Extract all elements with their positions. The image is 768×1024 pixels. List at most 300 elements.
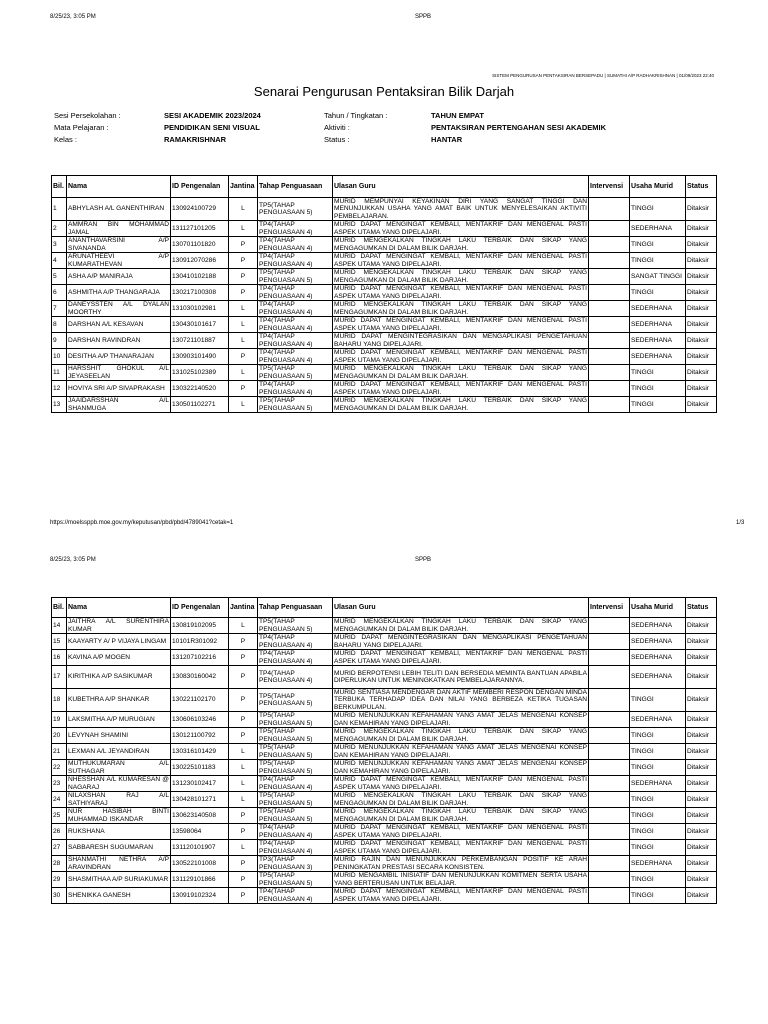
cell-jantina: L xyxy=(229,792,258,808)
cell-tahap: TP5(TAHAP PENGUASAAN 5) xyxy=(258,808,333,824)
cell-jantina: L xyxy=(229,365,258,381)
kelas-label: Kelas : xyxy=(54,135,77,144)
cell-jantina: P xyxy=(229,285,258,301)
cell-usaha: SEDERHANA xyxy=(630,776,686,792)
cell-nama: DESITHA A/P THANARAJAN xyxy=(67,349,171,365)
cell-status: Ditaksir xyxy=(686,872,717,888)
cell-ulasan: MURID DAPAT MENGINTEGRASIKAN DAN MENGAPLIKASI PENGETAHUAN BAHARU YANG DIPELAJARI. xyxy=(334,634,587,649)
cell-status: Ditaksir xyxy=(686,365,717,381)
cell-nama: ARUNATHEEVI A/P KUMARATHEVAN xyxy=(68,253,169,268)
cell-status: Ditaksir xyxy=(686,349,717,365)
cell-jantina: L xyxy=(229,397,258,413)
cell-ulasan: MURID DAPAT MENGINGAT KEMBALI, MENTAKRIF DAN MENGENAL PASTI ASPEK UTAMA YANG DIPELAJARI. xyxy=(334,650,587,665)
cell-tahap: TP4(TAHAP PENGUASAAN 4) xyxy=(258,253,333,269)
cell-id-pengenalan: 130912070286 xyxy=(171,253,229,269)
cell-usaha: SANGAT TINGGI xyxy=(630,269,686,285)
cell-intervensi xyxy=(589,397,630,413)
cell-bil: 4 xyxy=(52,253,67,269)
cell-intervensi xyxy=(589,744,630,760)
cell-bil: 5 xyxy=(52,269,67,285)
cell-jantina: P xyxy=(229,381,258,397)
cell-jantina: L xyxy=(229,301,258,317)
cell-status: Ditaksir xyxy=(686,808,717,824)
table-row xyxy=(52,269,717,285)
cell-tahap: TP4(TAHAP PENGUASAAN 4) xyxy=(258,824,333,840)
cell-tahap: TP4(TAHAP PENGUASAAN 4) xyxy=(258,650,333,666)
cell-status: Ditaksir xyxy=(686,397,717,413)
cell-usaha: TINGGI xyxy=(630,365,686,381)
cell-intervensi xyxy=(589,317,630,333)
cell-ulasan: MURID MENGEKALKAN TINGKAH LAKU TERBAIK DAN SIKAP YANG MENGAGUMKAN DI DALAM BILIK DARJAH. xyxy=(334,618,587,633)
cell-intervensi xyxy=(589,221,630,237)
cell-status: Ditaksir xyxy=(686,634,717,650)
table-row xyxy=(52,872,717,888)
cell-bil: 14 xyxy=(52,618,67,634)
cell-intervensi xyxy=(589,381,630,397)
cell-nama: KAAYARTY A/ P VIJAYA LINGAM xyxy=(67,634,171,650)
cell-bil: 2 xyxy=(52,221,67,237)
sesi-value: SESI AKADEMIK 2023/2024 xyxy=(164,111,261,120)
cell-status: Ditaksir xyxy=(686,666,717,689)
cell-tahap: TP4(TAHAP PENGUASAAN 4) xyxy=(258,888,333,904)
cell-status: Ditaksir xyxy=(686,317,717,333)
cell-jantina: P xyxy=(229,634,258,650)
table-row xyxy=(52,650,717,666)
table-row xyxy=(52,349,717,365)
cell-id-pengenalan: 130501102271 xyxy=(171,397,229,413)
cell-bil: 23 xyxy=(52,776,67,792)
col-id-pengenalan-header: ID Pengenalan xyxy=(171,598,229,618)
cell-nama: ASHMITHA A/P THANGARAJA xyxy=(67,285,171,301)
cell-tahap: TP5(TAHAP PENGUASAAN 5) xyxy=(258,618,333,634)
table-row xyxy=(52,776,717,792)
cell-bil: 28 xyxy=(52,856,67,872)
cell-bil: 6 xyxy=(52,285,67,301)
cell-tahap: TP4(TAHAP PENGUASAAN 4) xyxy=(258,776,333,792)
cell-usaha: TINGGI xyxy=(630,792,686,808)
cell-usaha: TINGGI xyxy=(630,728,686,744)
col-tahap-header: Tahap Penguasaan xyxy=(258,176,333,198)
col-nama-header: Nama xyxy=(67,598,171,618)
cell-jantina: L xyxy=(229,776,258,792)
cell-intervensi xyxy=(589,269,630,285)
cell-id-pengenalan: 130721101887 xyxy=(171,333,229,349)
cell-status: Ditaksir xyxy=(686,253,717,269)
cell-nama: SHANMATHI NETHRA A/P ARAVINDRAN xyxy=(68,856,169,871)
cell-ulasan: MURID MENGEKALKAN TINGKAH LAKU TERBAIK DAN SIKAP YANG MENGAGUMKAN DI DALAM BILIK DARJAH. xyxy=(334,269,587,284)
aktiviti-label: Aktiviti : xyxy=(324,123,350,132)
cell-usaha: SEDERHANA xyxy=(630,666,686,689)
cell-tahap: TP4(TAHAP PENGUASAAN 4) xyxy=(258,840,333,856)
table-row xyxy=(52,198,717,221)
cell-nama: ABHYLASH A/L GANENTHIRAN xyxy=(67,198,171,221)
cell-intervensi xyxy=(589,872,630,888)
col-intervensi-header: Intervensi xyxy=(589,176,630,198)
cell-tahap: TP5(TAHAP PENGUASAAN 5) xyxy=(258,689,333,712)
cell-usaha: TINGGI xyxy=(630,381,686,397)
cell-bil: 7 xyxy=(52,301,67,317)
cell-bil: 16 xyxy=(52,650,67,666)
cell-id-pengenalan: 130428101271 xyxy=(171,792,229,808)
cell-status: Ditaksir xyxy=(686,381,717,397)
kelas-value: RAMAKRISHNAR xyxy=(164,135,227,144)
cell-bil: 15 xyxy=(52,634,67,650)
cell-id-pengenalan: 131230102417 xyxy=(171,776,229,792)
cell-intervensi xyxy=(589,856,630,872)
cell-ulasan: MURID DAPAT MENGINGAT KEMBALI, MENTAKRIF DAN MENGENAL PASTI ASPEK UTAMA YANG DIPELAJARI. xyxy=(334,221,587,236)
cell-nama: HOVIYA SRI A/P SIVAPRAKASH xyxy=(67,381,171,397)
cell-status: Ditaksir xyxy=(686,689,717,712)
cell-tahap: TP5(TAHAP PENGUASAAN 5) xyxy=(258,712,333,728)
cell-tahap: TP4(TAHAP PENGUASAAN 4) xyxy=(258,221,333,237)
cell-jantina: P xyxy=(229,824,258,840)
cell-intervensi xyxy=(589,333,630,349)
cell-bil: 21 xyxy=(52,744,67,760)
table-header-row xyxy=(52,598,717,618)
cell-ulasan: MURID MEMPUNYAI KEYAKINAN DIRI YANG SANGAT TINGGI DAN MENUNJUKKAN USAHA YANG AMAT BAIK UNTUK MENYELESAIKAN AKTIVITI PEMBELAJARAN. xyxy=(334,198,587,220)
cell-jantina: P xyxy=(229,888,258,904)
cell-ulasan: MURID RAJIN DAN MENUNJUKKAN PERKEMBANGAN POSITIF KE ARAH PENINGKATAN PRESTASI SECARA KONSISTEN. xyxy=(334,856,587,871)
cell-status: Ditaksir xyxy=(686,712,717,728)
cell-ulasan: MURID MENGEKALKAN TINGKAH LAKU TERBAIK DAN SIKAP YANG MENGAGUMKAN DI DALAM BILIK DARJAH. xyxy=(334,301,587,316)
cell-ulasan: MURID DAPAT MENGINGAT KEMBALI, MENTAKRIF DAN MENGENAL PASTI ASPEK UTAMA YANG DIPELAJARI. xyxy=(334,317,587,332)
cell-bil: 18 xyxy=(52,689,67,712)
cell-intervensi xyxy=(589,760,630,776)
cell-intervensi xyxy=(589,712,630,728)
cell-intervensi xyxy=(589,776,630,792)
tahun-label: Tahun / Tingkatan : xyxy=(324,111,388,120)
cell-bil: 29 xyxy=(52,872,67,888)
cell-bil: 11 xyxy=(52,365,67,381)
cell-intervensi xyxy=(589,285,630,301)
cell-intervensi xyxy=(589,792,630,808)
cell-nama: KUBETHRA A/P SHANKAR xyxy=(67,689,171,712)
cell-tahap: TP5(TAHAP PENGUASAAN 5) xyxy=(258,872,333,888)
cell-tahap: TP5(TAHAP PENGUASAAN 5) xyxy=(258,744,333,760)
cell-tahap: TP4(TAHAP PENGUASAAN 4) xyxy=(258,666,333,689)
cell-usaha: TINGGI xyxy=(630,760,686,776)
table-header-row xyxy=(52,176,717,198)
cell-status: Ditaksir xyxy=(686,856,717,872)
cell-id-pengenalan: 130121100792 xyxy=(171,728,229,744)
cell-ulasan: MURID MENGAMBIL INISIATIF DAN MENUNJUKKAN KOMITMEN SERTA USAHA YANG BERTERUSAN UNTUK BELAJAR. xyxy=(334,872,587,887)
cell-jantina: P xyxy=(229,712,258,728)
cell-jantina: P xyxy=(229,269,258,285)
cell-ulasan: MURID DAPAT MENGINTEGRASIKAN DAN MENGAPLIKASI PENGETAHUAN BAHARU YANG DIPELAJARI. xyxy=(334,333,587,348)
cell-usaha: TINGGI xyxy=(630,253,686,269)
col-usaha-header: Usaha Murid xyxy=(630,598,686,618)
table-row xyxy=(52,712,717,728)
cell-bil: 30 xyxy=(52,888,67,904)
cell-nama: AMMRAN BIN MOHAMMAD JAMAL xyxy=(68,221,169,236)
cell-usaha: TINGGI xyxy=(630,397,686,413)
col-nama-header: Nama xyxy=(67,176,171,198)
cell-ulasan: MURID MENGEKALKAN TINGKAH LAKU TERBAIK DAN SIKAP YANG MENGAGUMKAN DI DALAM BILIK DARJAH. xyxy=(334,728,587,743)
cell-tahap: TP5(TAHAP PENGUASAAN 5) xyxy=(258,728,333,744)
cell-status: Ditaksir xyxy=(686,728,717,744)
cell-usaha: SEDERHANA xyxy=(630,349,686,365)
table-row xyxy=(52,728,717,744)
cell-intervensi xyxy=(589,198,630,221)
cell-usaha: TINGGI xyxy=(630,888,686,904)
cell-id-pengenalan: 130430101617 xyxy=(171,317,229,333)
cell-bil: 17 xyxy=(52,666,67,689)
cell-jantina: P xyxy=(229,666,258,689)
cell-jantina: P xyxy=(229,856,258,872)
cell-jantina: P xyxy=(229,689,258,712)
cell-tahap: TP5(TAHAP PENGUASAAN 5) xyxy=(258,397,333,413)
cell-tahap: TP4(TAHAP PENGUASAAN 4) xyxy=(258,333,333,349)
cell-intervensi xyxy=(589,253,630,269)
cell-bil: 24 xyxy=(52,792,67,808)
cell-bil: 10 xyxy=(52,349,67,365)
table-row xyxy=(52,237,717,253)
col-ulasan-header: Ulasan Guru xyxy=(333,176,589,198)
cell-tahap: TP4(TAHAP PENGUASAAN 4) xyxy=(258,349,333,365)
sesi-label: Sesi Persekolahan : xyxy=(54,111,121,120)
cell-intervensi xyxy=(589,824,630,840)
cell-id-pengenalan: 130322140520 xyxy=(171,381,229,397)
cell-jantina: L xyxy=(229,744,258,760)
cell-id-pengenalan: 130225101183 xyxy=(171,760,229,776)
table-row xyxy=(52,333,717,349)
status-value: HANTAR xyxy=(431,135,463,144)
col-jantina-header: Jantina xyxy=(229,598,258,618)
meta-left xyxy=(54,110,261,146)
cell-tahap: TP4(TAHAP PENGUASAAN 4) xyxy=(258,634,333,650)
cell-status: Ditaksir xyxy=(686,301,717,317)
cell-nama: NUR HASIBAH BINTI MUHAMMAD ISKANDAR xyxy=(68,808,169,823)
cell-id-pengenalan: 130919102324 xyxy=(171,888,229,904)
cell-jantina: P xyxy=(229,872,258,888)
cell-intervensi xyxy=(589,237,630,253)
cell-id-pengenalan: 130701101820 xyxy=(171,237,229,253)
aktiviti-value: PENTAKSIRAN PERTENGAHAN SESI AKADEMIK xyxy=(431,123,607,132)
cell-id-pengenalan: 130903101490 xyxy=(171,349,229,365)
cell-usaha: TINGGI xyxy=(630,744,686,760)
cell-tahap: TP5(TAHAP PENGUASAAN 5) xyxy=(258,365,333,381)
cell-usaha: TINGGI xyxy=(630,285,686,301)
cell-nama: JAITHRA A/L SURENTHIRA KUMAR xyxy=(68,618,169,633)
cell-bil: 12 xyxy=(52,381,67,397)
table-row xyxy=(52,397,717,413)
col-usaha-header: Usaha Murid xyxy=(630,176,686,198)
cell-nama: HARSSHIT GHOKUL A/L JEYASEELAN xyxy=(68,365,169,380)
cell-usaha: TINGGI xyxy=(630,237,686,253)
cell-id-pengenalan: 130830160042 xyxy=(171,666,229,689)
cell-status: Ditaksir xyxy=(686,237,717,253)
cell-intervensi xyxy=(589,301,630,317)
system-info-line: SISTEM PENGURUSAN PENTAKSIRAN BERSEPADU | SUMATHI A/P RADHAKRISHNAN | 01/09/2023 22:40 xyxy=(492,73,714,78)
cell-tahap: TP4(TAHAP PENGUASAAN 4) xyxy=(258,317,333,333)
cell-nama: NILAXSHAN RAJ A/L SATHIYARAJ xyxy=(68,792,169,807)
col-jantina-header: Jantina xyxy=(229,176,258,198)
cell-status: Ditaksir xyxy=(686,285,717,301)
cell-ulasan: MURID SENTIASA MENDENGAR DAN AKTIF MEMBERI RESPON DENGAN MINDA TERBUKA TERHADAP IDEA DAN NILAI YANG BERBEZA KETIKA TUGASAN BERKUMPULAN. xyxy=(334,689,587,711)
mata-pelajaran-value: PENDIDIKAN SENI VISUAL xyxy=(164,123,260,132)
cell-intervensi xyxy=(589,808,630,824)
cell-tahap: TP3(TAHAP PENGUASAAN 3) xyxy=(258,856,333,872)
cell-jantina: P xyxy=(229,237,258,253)
cell-status: Ditaksir xyxy=(686,221,717,237)
col-bil-header: Bil. xyxy=(52,598,67,618)
cell-nama: DARSHAN A/L KESAVAN xyxy=(67,317,171,333)
cell-usaha: SEDERHANA xyxy=(630,221,686,237)
cell-bil: 13 xyxy=(52,397,67,413)
print-header xyxy=(0,14,768,24)
cell-id-pengenalan: 131030102981 xyxy=(171,301,229,317)
cell-nama: LAKSMITHA A/P MURUGIAN xyxy=(67,712,171,728)
cell-bil: 20 xyxy=(52,728,67,744)
cell-ulasan: MURID MENUNJUKKAN KEFAHAMAN YANG AMAT JELAS MENGENAI KONSEP DAN KEMAHIRAN YANG DIPELAJARI. xyxy=(334,760,587,775)
cell-tahap: TP5(TAHAP PENGUASAAN 5) xyxy=(258,269,333,285)
cell-jantina: L xyxy=(229,840,258,856)
cell-id-pengenalan: 131127101205 xyxy=(171,221,229,237)
cell-status: Ditaksir xyxy=(686,744,717,760)
print-app-title: SPPB xyxy=(415,14,432,20)
cell-bil: 8 xyxy=(52,317,67,333)
table-row xyxy=(52,856,717,872)
cell-usaha: TINGGI xyxy=(630,840,686,856)
assessment-table-page1 xyxy=(51,175,717,413)
cell-nama: SHENIKKA GANESH xyxy=(67,888,171,904)
cell-jantina: P xyxy=(229,728,258,744)
cell-usaha: SEDERHANA xyxy=(630,317,686,333)
cell-status: Ditaksir xyxy=(686,650,717,666)
cell-nama: LEVYNAH SHAMINI xyxy=(67,728,171,744)
cell-id-pengenalan: 13598064 xyxy=(171,824,229,840)
cell-status: Ditaksir xyxy=(686,198,717,221)
cell-id-pengenalan: 131207102216 xyxy=(171,650,229,666)
table-row xyxy=(52,253,717,269)
table-row xyxy=(52,365,717,381)
cell-status: Ditaksir xyxy=(686,888,717,904)
cell-nama: KIRITHIKA A/P SASIKUMAR xyxy=(67,666,171,689)
cell-id-pengenalan: 130623140508 xyxy=(171,808,229,824)
table-row xyxy=(52,301,717,317)
cell-status: Ditaksir xyxy=(686,776,717,792)
cell-bil: 22 xyxy=(52,760,67,776)
cell-ulasan: MURID MENGEKALKAN TINGKAH LAKU TERBAIK DAN SIKAP YANG MENGAGUMKAN DI DALAM BILIK DARJAH. xyxy=(334,808,587,823)
col-status-header: Status xyxy=(686,598,717,618)
table-row xyxy=(52,221,717,237)
cell-nama: JAAIDARSSHAN A/L SHANMUGA xyxy=(68,397,169,412)
cell-nama: ANANTHAVARSINI A/P SIVANANDA xyxy=(68,237,169,252)
cell-nama: ASHA A/P MANIRAJA xyxy=(67,269,171,285)
print-app-title: SPPB xyxy=(415,557,432,563)
print-datetime: 8/25/23, 3:05 PM xyxy=(50,557,96,563)
cell-jantina: P xyxy=(229,253,258,269)
cell-jantina: L xyxy=(229,221,258,237)
col-tahap-header: Tahap Penguasaan xyxy=(258,598,333,618)
cell-jantina: L xyxy=(229,618,258,634)
cell-bil: 19 xyxy=(52,712,67,728)
col-status-header: Status xyxy=(686,176,717,198)
cell-jantina: P xyxy=(229,349,258,365)
cell-bil: 26 xyxy=(52,824,67,840)
cell-ulasan: MURID DAPAT MENGINGAT KEMBALI, MENTAKRIF DAN MENGENAL PASTI ASPEK UTAMA YANG DIPELAJARI. xyxy=(334,253,587,268)
table-row xyxy=(52,824,717,840)
cell-id-pengenalan: 130924100729 xyxy=(171,198,229,221)
table-row xyxy=(52,285,717,301)
cell-tahap: TP5(TAHAP PENGUASAAN 5) xyxy=(258,198,333,221)
cell-usaha: SEDERHANA xyxy=(630,301,686,317)
table-row xyxy=(52,618,717,634)
cell-ulasan: MURID MENUNJUKKAN KEFAHAMAN YANG AMAT JELAS MENGENAI KONSEP DAN KEMAHIRAN YANG DIPELAJARI. xyxy=(334,712,587,727)
cell-usaha: SEDERHANA xyxy=(630,333,686,349)
cell-usaha: SEDERHANA xyxy=(630,634,686,650)
cell-intervensi xyxy=(589,349,630,365)
table-row xyxy=(52,381,717,397)
print-url: https://moelssppb.moe.gov.my/keputusan/pbd/pbd/4789041?cetak=1 xyxy=(50,520,234,526)
table-row xyxy=(52,317,717,333)
cell-nama: DARSHAN RAVINDRAN xyxy=(67,333,171,349)
cell-ulasan: MURID DAPAT MENGINGAT KEMBALI, MENTAKRIF DAN MENGENAL PASTI ASPEK UTAMA YANG DIPELAJARI. xyxy=(334,776,587,791)
cell-ulasan: MURID DAPAT MENGINGAT KEMBALI, MENTAKRIF DAN MENGENAL PASTI ASPEK UTAMA YANG DIPELAJARI. xyxy=(334,349,587,364)
cell-status: Ditaksir xyxy=(686,792,717,808)
cell-usaha: SEDERHANA xyxy=(630,712,686,728)
tahun-value: TAHUN EMPAT xyxy=(431,111,484,120)
cell-nama: RUKSHANA xyxy=(67,824,171,840)
cell-nama: DANEYSSTEN A/L DYALAN MOORTHY xyxy=(68,301,169,316)
cell-status: Ditaksir xyxy=(686,760,717,776)
cell-usaha: TINGGI xyxy=(630,808,686,824)
print-datetime: 8/25/23, 3:05 PM xyxy=(50,14,96,20)
mata-pelajaran-label: Mata Pelajaran : xyxy=(54,123,109,132)
cell-ulasan: MURID MENGEKALKAN TINGKAH LAKU TERBAIK DAN SIKAP YANG MENGAGUMKAN DI DALAM BILIK DARJAH. xyxy=(334,237,587,252)
table-row xyxy=(52,808,717,824)
cell-status: Ditaksir xyxy=(686,824,717,840)
cell-bil: 3 xyxy=(52,237,67,253)
cell-ulasan: MURID DAPAT MENGINGAT KEMBALI, MENTAKRIF DAN MENGENAL PASTI ASPEK UTAMA YANG DIPELAJARI. xyxy=(334,888,587,903)
col-ulasan-header: Ulasan Guru xyxy=(333,598,589,618)
cell-status: Ditaksir xyxy=(686,333,717,349)
cell-status: Ditaksir xyxy=(686,840,717,856)
cell-ulasan: MURID DAPAT MENGINGAT KEMBALI, MENTAKRIF DAN MENGENAL PASTI ASPEK UTAMA YANG DIPELAJARI. xyxy=(334,840,587,855)
table-row xyxy=(52,840,717,856)
cell-id-pengenalan: 130606103246 xyxy=(171,712,229,728)
cell-usaha: TINGGI xyxy=(630,872,686,888)
status-label: Status : xyxy=(324,135,350,144)
cell-tahap: TP4(TAHAP PENGUASAAN 4) xyxy=(258,381,333,397)
col-id-pengenalan-header: ID Pengenalan xyxy=(171,176,229,198)
cell-id-pengenalan: 131120101907 xyxy=(171,840,229,856)
cell-nama: KAVINA A/P MOGEN xyxy=(67,650,171,666)
cell-usaha: TINGGI xyxy=(630,689,686,712)
cell-id-pengenalan: 131129101866 xyxy=(171,872,229,888)
table-row xyxy=(52,760,717,776)
table-row xyxy=(52,792,717,808)
cell-jantina: L xyxy=(229,198,258,221)
table-row xyxy=(52,744,717,760)
cell-usaha: SEDERHANA xyxy=(630,618,686,634)
cell-ulasan: MURID MENGEKALKAN TINGKAH LAKU TERBAIK DAN SIKAP YANG MENGAGUMKAN DI DALAM BILIK DARJAH. xyxy=(334,792,587,807)
cell-id-pengenalan: 131025102389 xyxy=(171,365,229,381)
print-page-number: 1/3 xyxy=(736,520,745,526)
col-bil-header: Bil. xyxy=(52,176,67,198)
cell-id-pengenalan: 130522101008 xyxy=(171,856,229,872)
cell-nama: SHASMITHAA A/P SURIAKUMAR xyxy=(67,872,171,888)
meta-right xyxy=(324,110,606,146)
cell-intervensi xyxy=(589,618,630,634)
cell-id-pengenalan: 130221102170 xyxy=(171,689,229,712)
cell-ulasan: MURID MENGEKALKAN TINGKAH LAKU TERBAIK DAN SIKAP YANG MENGAGUMKAN DI DALAM BILIK DARJAH. xyxy=(334,397,587,412)
cell-nama: SABBARESH SUGUMARAN xyxy=(67,840,171,856)
cell-usaha: SEDERHANA xyxy=(630,650,686,666)
cell-id-pengenalan: 130410102188 xyxy=(171,269,229,285)
cell-bil: 25 xyxy=(52,808,67,824)
cell-ulasan: MURID DAPAT MENGINGAT KEMBALI, MENTAKRIF DAN MENGENAL PASTI ASPEK UTAMA YANG DIPELAJARI. xyxy=(334,824,587,839)
